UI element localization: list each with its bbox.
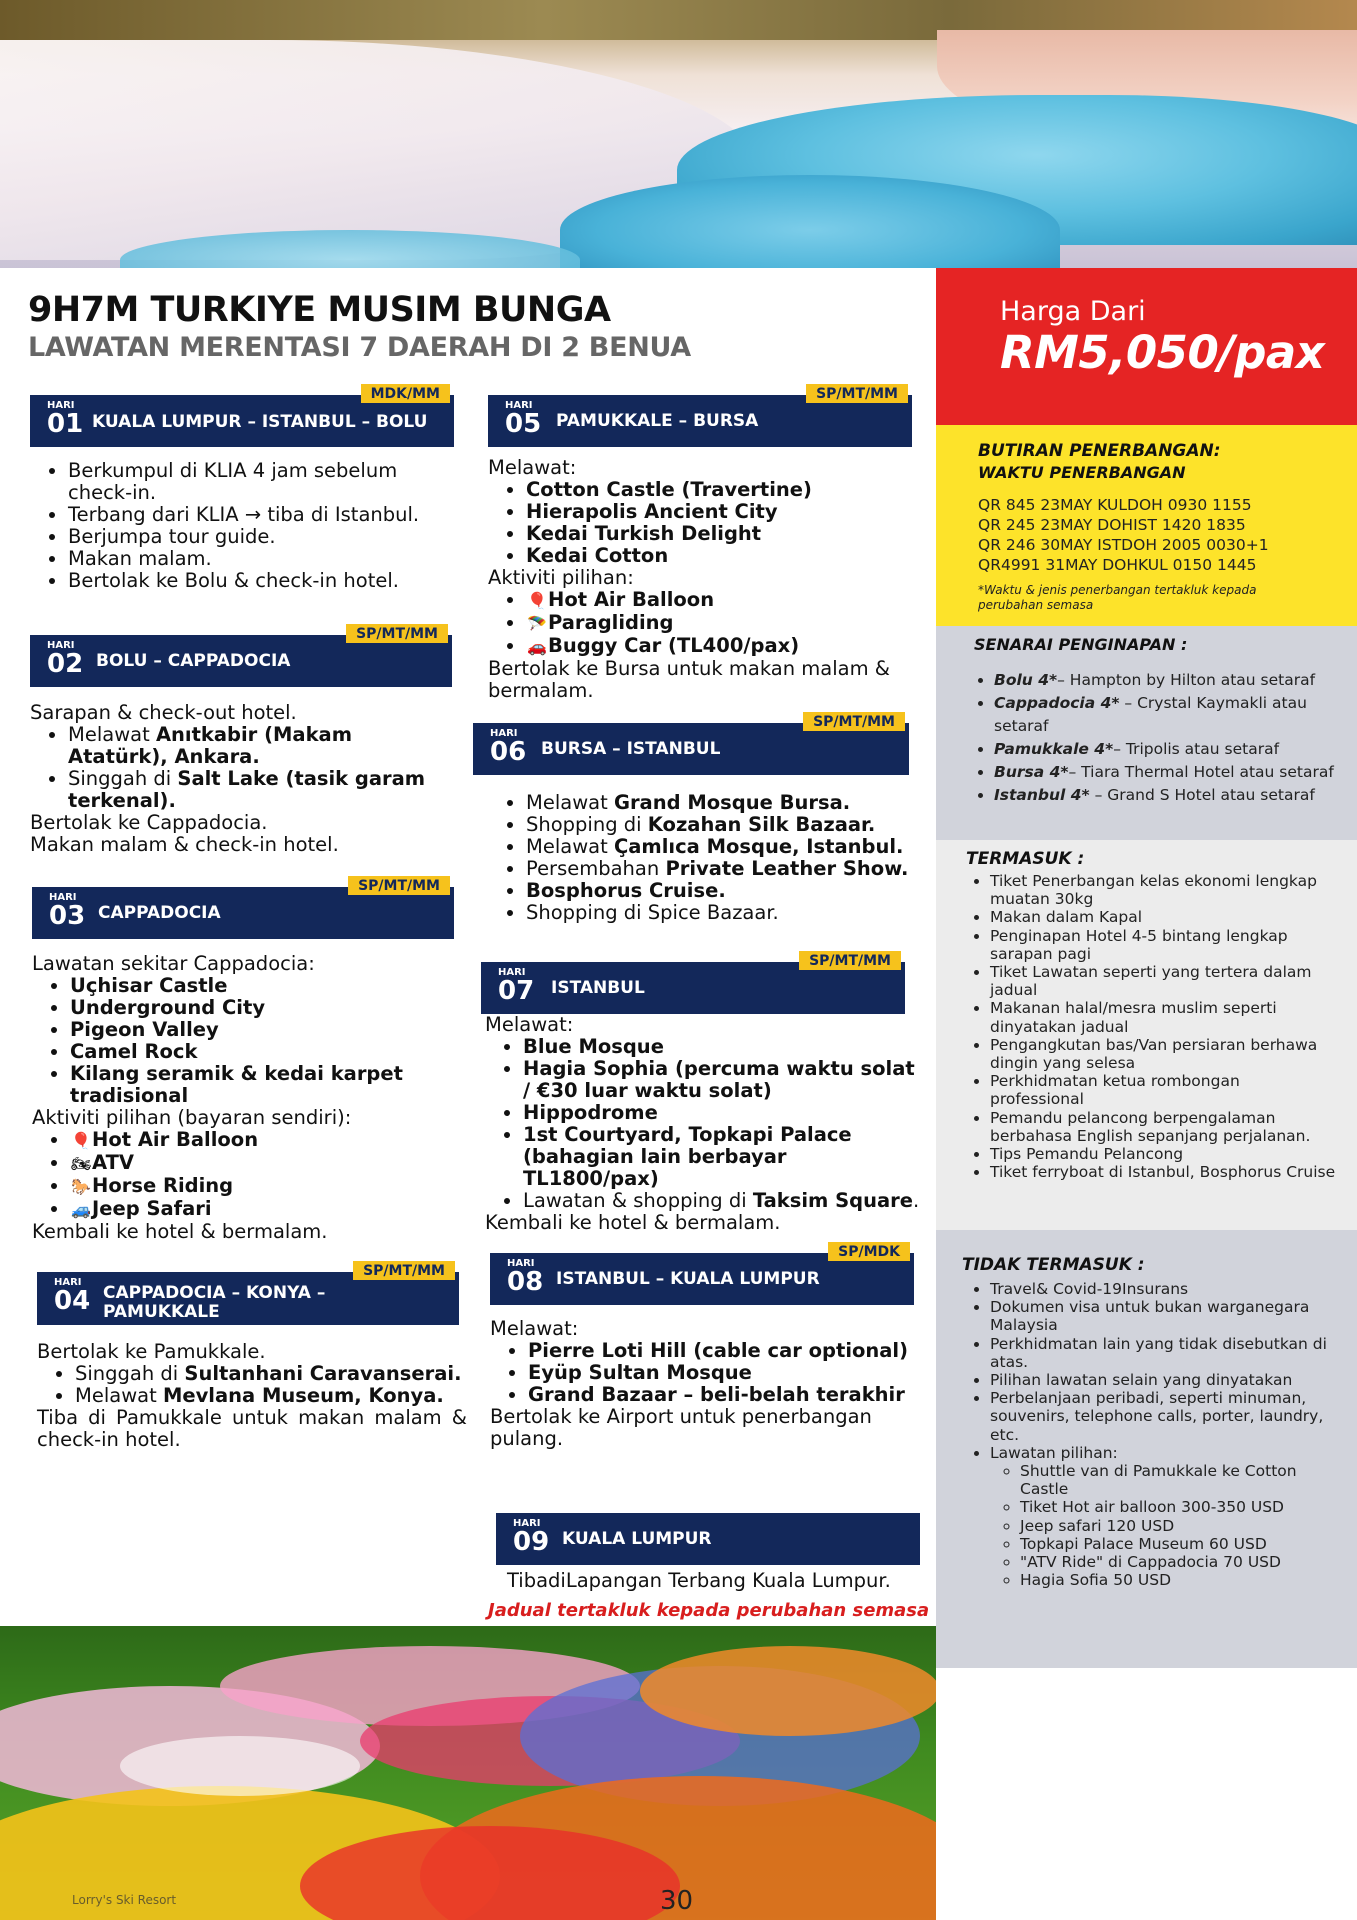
list-item-label: Buggy Car (TL400/pax) [548, 634, 800, 657]
flight-note: *Waktu & jenis penerbangan tertakluk kepada perubahan semasa [978, 583, 1257, 612]
list-item: • Pigeon Valley [70, 1019, 452, 1041]
list-item-highlight: Salt Lake (tasik garam terkenal). [68, 767, 426, 812]
list-item-highlight: Grand Mosque Bursa. [613, 791, 851, 814]
day-text: Lawatan sekitar Cappadocia: [32, 952, 315, 975]
day-07-header [481, 953, 905, 1014]
day-04-body [37, 1341, 467, 1451]
list-item [70, 1175, 452, 1198]
day-label: HARI [505, 400, 533, 411]
excluded-heading: TIDAK TERMASUK : [962, 1255, 1145, 1275]
list-item [526, 792, 918, 814]
day-06-header [473, 714, 909, 775]
day-text: Makan malam & check-in hotel. [30, 833, 339, 856]
price-label: Harga Dari [1000, 296, 1146, 327]
list-item: • Pierre Loti Hill (cable car optional) [528, 1340, 910, 1362]
meals-tag: SP/MT/MM [806, 384, 908, 403]
day-label: HARI [54, 1277, 82, 1288]
hotel-name: – Grand S Hotel atau setaraf [1089, 786, 1315, 804]
day-05-body [488, 457, 908, 702]
list-item-highlight: Çamlıca Mosque, Istanbul. [613, 835, 904, 858]
list-item [75, 1385, 467, 1407]
hotel-city: Pamukkale 4* [994, 740, 1114, 758]
list-item [526, 836, 918, 858]
meals-tag: SP/MT/MM [799, 951, 901, 970]
flight-row: QR 245 23MAY DOHIST 1420 1835 [978, 516, 1246, 534]
hotel-item [994, 761, 1344, 784]
day-text: Bertolak ke Bursa untuk makan malam & bermalam. [488, 657, 891, 702]
flight-row: QR4991 31MAY DOHKUL 0150 1445 [978, 556, 1257, 574]
day-text: TibadiLapangan Terbang Kuala Lumpur. [507, 1569, 891, 1592]
list-item: • Grand Bazaar – beli-belah terakhir [528, 1384, 910, 1406]
day-text: Melawat: [485, 1013, 574, 1036]
list-item: ◦ Jeep safari 120 USD [1020, 1517, 1342, 1535]
list-item: ◦ "ATV Ride" di Cappadocia 70 USD [1020, 1553, 1342, 1571]
day-03-body [32, 953, 452, 1243]
list-item-highlight: Private Leather Show. [665, 857, 909, 880]
list-item: • Terbang dari KLIA → tiba di Istanbul. [68, 504, 450, 526]
hotel-item [994, 784, 1344, 807]
list-item: • Perkhidmatan lain yang tidak disebutkan di atas. [990, 1335, 1342, 1371]
list-item: • Kilang seramik & kedai karpet tradisional [70, 1063, 452, 1107]
list-item: ◦ Hagia Sofia 50 USD [1020, 1571, 1342, 1589]
hotel-city: Cappadocia 4* [994, 694, 1120, 712]
day-01-body [30, 460, 450, 592]
page-title: 9H7M TURKIYE MUSIM BUNGA [28, 290, 611, 330]
list-item-highlight: Bosphorus Cruise. [526, 879, 726, 902]
day-number: 09 [513, 1527, 550, 1557]
list-item [526, 880, 918, 902]
day-route: KUALA LUMPUR [562, 1529, 712, 1549]
day-04-header [37, 1263, 459, 1325]
hotel-city: Bursa 4* [994, 763, 1069, 781]
list-item-highlight: Kozahan Silk Bazaar. [647, 813, 876, 836]
list-item-label: Jeep Safari [92, 1197, 212, 1220]
hotel-name: – Hampton by Hilton atau setaraf [1057, 671, 1316, 689]
list-item: • Berjumpa tour guide. [68, 526, 450, 548]
list-item: • Perbelanjaan peribadi, seperti minuman, souvenirs, telephone calls, porter, laundry, etc. [990, 1389, 1342, 1444]
day-route: BURSA – ISTANBUL [541, 739, 721, 759]
day-text: Kembali ke hotel & bermalam. [32, 1220, 328, 1243]
list-item-prefix: Shopping di Spice Bazaar. [526, 901, 779, 924]
atv-icon: 🏍 [70, 1154, 92, 1173]
list-item: ◦ Shuttle van di Pamukkale ke Cotton Castle [1020, 1462, 1342, 1498]
day-02-body [30, 702, 450, 856]
included-list [936, 840, 1357, 1230]
list-item-prefix: Shopping di [526, 813, 648, 836]
day-number: 07 [498, 976, 535, 1006]
list-item [70, 1198, 452, 1221]
list-item [75, 1363, 467, 1385]
flight-row: QR 845 23MAY KULDOH 0930 1155 [978, 496, 1252, 514]
day-text: Melawat: [488, 456, 577, 479]
hero-photo-pamukkale [0, 0, 1357, 268]
list-item: ◦ Topkapi Palace Museum 60 USD [1020, 1535, 1342, 1553]
list-item: • Perkhidmatan ketua rombongan professional [990, 1072, 1336, 1108]
list-item-highlight: Taksim Square [752, 1189, 914, 1212]
list-item: • Tips Pemandu Pelancong [990, 1145, 1336, 1163]
flight-details [936, 425, 1357, 626]
list-item-label: Paragliding [548, 611, 674, 634]
list-item: • Tiket Penerbangan kelas ekonomi lengkap muatan 30kg [990, 872, 1336, 908]
footer-brand: Lorry's Ski Resort [72, 1893, 177, 1907]
list-item: • Makan dalam Kapal [990, 908, 1336, 926]
list-item [526, 612, 908, 635]
day-label: HARI [49, 892, 77, 903]
meals-tag: SP/MT/MM [346, 624, 448, 643]
hotel-city: Bolu 4* [994, 671, 1058, 689]
list-item-label: Hot Air Balloon [548, 588, 715, 611]
day-route: CAPPADOCIA – KONYA – PAMUKKALE [103, 1283, 326, 1322]
list-item: • Camel Rock [70, 1041, 452, 1063]
list-item-highlight: Anıtkabir (Makam Atatürk), Ankara. [68, 723, 353, 768]
meals-tag: MDK/MM [361, 384, 450, 403]
list-item: • Uçhisar Castle [70, 975, 452, 997]
day-label: HARI [513, 1518, 541, 1529]
hotel-name: – Crystal Kaymakli atau setaraf [994, 694, 1307, 735]
meals-tag: SP/MDK [828, 1242, 910, 1261]
price-box [936, 268, 1357, 425]
horse-icon: 🐎 [71, 1177, 91, 1196]
optional-tours-label: Lawatan pilihan: [990, 1443, 1118, 1462]
list-item: • Tiket Lawatan seperti yang tertera dalam jadual [990, 963, 1336, 999]
meals-tag: SP/MT/MM [348, 876, 450, 895]
day-text: Bertolak ke Airport untuk penerbangan pulang. [490, 1405, 872, 1450]
list-item-highlight: Mevlana Museum, Konya. [162, 1384, 444, 1407]
day-number: 04 [54, 1286, 91, 1316]
list-item: • Pemandu pelancong berpengalaman berbahasa English sepanjang perjalanan. [990, 1109, 1336, 1145]
day-label: HARI [490, 728, 518, 739]
hotel-heading: SENARAI PENGINAPAN : [974, 635, 1188, 654]
list-item-label: Hot Air Balloon [92, 1128, 259, 1151]
balloon-icon: 🎈 [71, 1131, 91, 1150]
day-text: Aktiviti pilihan: [488, 566, 634, 589]
balloon-icon: 🎈 [527, 591, 547, 610]
day-route: ISTANBUL [551, 978, 645, 998]
list-item: • Underground City [70, 997, 452, 1019]
list-item-label: ATV [92, 1151, 134, 1174]
jeep-icon: 🚙 [71, 1200, 91, 1219]
flight-rows [978, 495, 1269, 575]
flight-row: QR 246 30MAY ISTDOH 2005 0030+1 [978, 536, 1269, 554]
price-value: RM5,050/pax [1000, 326, 1325, 379]
list-item [526, 814, 918, 836]
list-item-prefix: Singgah di [75, 1362, 185, 1385]
day-number: 02 [47, 649, 84, 679]
schedule-note: Jadual tertakluk kepada perubahan semasa [488, 1600, 930, 1621]
paraglider-icon: 🪂 [527, 614, 547, 633]
hotel-city: Istanbul 4* [994, 786, 1090, 804]
day-text: Melawat: [490, 1317, 579, 1340]
list-item [526, 858, 918, 880]
day-number: 06 [490, 737, 527, 767]
list-item: • Penginapan Hotel 4-5 bintang lengkap sarapan pagi [990, 927, 1336, 963]
garden-photo [0, 1626, 936, 1920]
list-item [990, 1444, 1342, 1590]
day-number: 08 [507, 1267, 544, 1297]
day-09-body [507, 1570, 927, 1592]
day-label: HARI [498, 967, 526, 978]
list-item-prefix: Melawat [75, 1384, 163, 1407]
day-text: Bertolak ke Cappadocia. [30, 811, 268, 834]
day-text: Tiba di Pamukkale untuk makan malam & check-in hotel. [37, 1406, 467, 1451]
day-01-header [30, 386, 454, 447]
list-item: • Kedai Turkish Delight [526, 523, 908, 545]
list-item [68, 724, 450, 768]
list-item-prefix: Persembahan [526, 857, 666, 880]
meals-tag: SP/MT/MM [353, 1261, 455, 1280]
day-08-body [490, 1318, 910, 1450]
day-text: Kembali ke hotel & bermalam. [485, 1211, 781, 1234]
included-heading: TERMASUK : [966, 849, 1085, 869]
list-item-prefix: Melawat [68, 723, 156, 746]
list-item: • Makanan halal/mesra muslim seperti dinyatakan jadual [990, 999, 1336, 1035]
list-item: ◦ Tiket Hot air balloon 300-350 USD [1020, 1498, 1342, 1516]
day-route: KUALA LUMPUR – ISTANBUL – BOLU [92, 412, 428, 432]
flight-heading: BUTIRAN PENERBANGAN: [978, 441, 1221, 461]
list-item: • Berkumpul di KLIA 4 jam sebelum check-in. [68, 460, 450, 504]
day-number: 01 [47, 409, 84, 439]
day-route: ISTANBUL – KUALA LUMPUR [556, 1269, 820, 1289]
list-item: • Travel& Covid-19Insurans [990, 1280, 1342, 1298]
list-item: • Kedai Cotton [526, 545, 908, 567]
hotel-item [994, 692, 1344, 738]
list-item: • Lawatan & shopping di Taksim Square. [523, 1190, 925, 1212]
list-item: • Blue Mosque [523, 1036, 925, 1058]
page-title-block [28, 290, 928, 363]
hotel-item [994, 738, 1344, 761]
excluded-list [936, 1230, 1357, 1668]
day-09-header [496, 1513, 920, 1565]
page-number: 30 [660, 1886, 694, 1916]
flight-subheading: WAKTU PENERBANGAN [978, 463, 1186, 482]
list-item: • 1st Courtyard, Topkapi Palace (bahagian lain berbayar TL1800/pax) [523, 1124, 925, 1190]
list-item: • Bertolak ke Bolu & check-in hotel. [68, 570, 450, 592]
day-label: HARI [47, 400, 75, 411]
list-item [526, 635, 908, 658]
day-06-body [488, 792, 918, 924]
hotel-name: – Tiara Thermal Hotel atau setaraf [1068, 763, 1334, 781]
list-item-prefix: Melawat [526, 791, 614, 814]
list-item [70, 1152, 452, 1175]
list-item-label: Horse Riding [92, 1174, 234, 1197]
list-item: • Eyüp Sultan Mosque [528, 1362, 910, 1384]
list-item-highlight: Sultanhani Caravanserai. [184, 1362, 462, 1385]
day-text: Sarapan & check-out hotel. [30, 701, 297, 724]
car-icon: 🚗 [527, 637, 547, 656]
page-subtitle: LAWATAN MERENTASI 7 DAERAH DI 2 BENUA [28, 332, 691, 363]
day-text: Aktiviti pilihan (bayaran sendiri): [32, 1106, 352, 1129]
day-label: HARI [507, 1258, 535, 1269]
list-item: • Hierapolis Ancient City [526, 501, 908, 523]
list-item: • Makan malam. [68, 548, 450, 570]
list-item-prefix: Melawat [526, 835, 614, 858]
day-02-header [30, 626, 452, 687]
day-route: BOLU – CAPPADOCIA [96, 651, 291, 671]
day-route: CAPPADOCIA [98, 903, 221, 923]
list-item [70, 1129, 452, 1152]
list-item: • Hippodrome [523, 1102, 925, 1124]
list-item: • Cotton Castle (Travertine) [526, 479, 908, 501]
day-08-header [490, 1244, 914, 1305]
hotel-name: – Tripolis atau setaraf [1113, 740, 1280, 758]
meals-tag: SP/MT/MM [803, 712, 905, 731]
day-number: 05 [505, 409, 542, 439]
day-number: 03 [49, 901, 86, 931]
list-item [526, 589, 908, 612]
hotel-item [994, 669, 1344, 692]
hotel-list [936, 626, 1357, 840]
day-05-header [488, 386, 912, 447]
day-route: PAMUKKALE – BURSA [556, 411, 759, 431]
list-item [68, 768, 450, 812]
list-item: • Pilihan lawatan selain yang dinyatakan [990, 1371, 1342, 1389]
list-item: • Pengangkutan bas/Van persiaran berhawa dingin yang selesa [990, 1036, 1336, 1072]
list-item [526, 902, 918, 924]
day-07-body [485, 1014, 925, 1234]
list-item: • Tiket ferryboat di Istanbul, Bosphorus Cruise [990, 1163, 1336, 1181]
day-label: HARI [47, 640, 75, 651]
list-item: • Hagia Sophia (percuma waktu solat / €30 luar waktu solat) [523, 1058, 925, 1102]
list-item-prefix: Singgah di [68, 767, 178, 790]
list-item: • Dokumen visa untuk bukan warganegara Malaysia [990, 1298, 1342, 1334]
list-item-prefix: Lawatan & shopping di [523, 1189, 753, 1212]
day-03-header [32, 878, 454, 939]
day-text: Bertolak ke Pamukkale. [37, 1340, 266, 1363]
